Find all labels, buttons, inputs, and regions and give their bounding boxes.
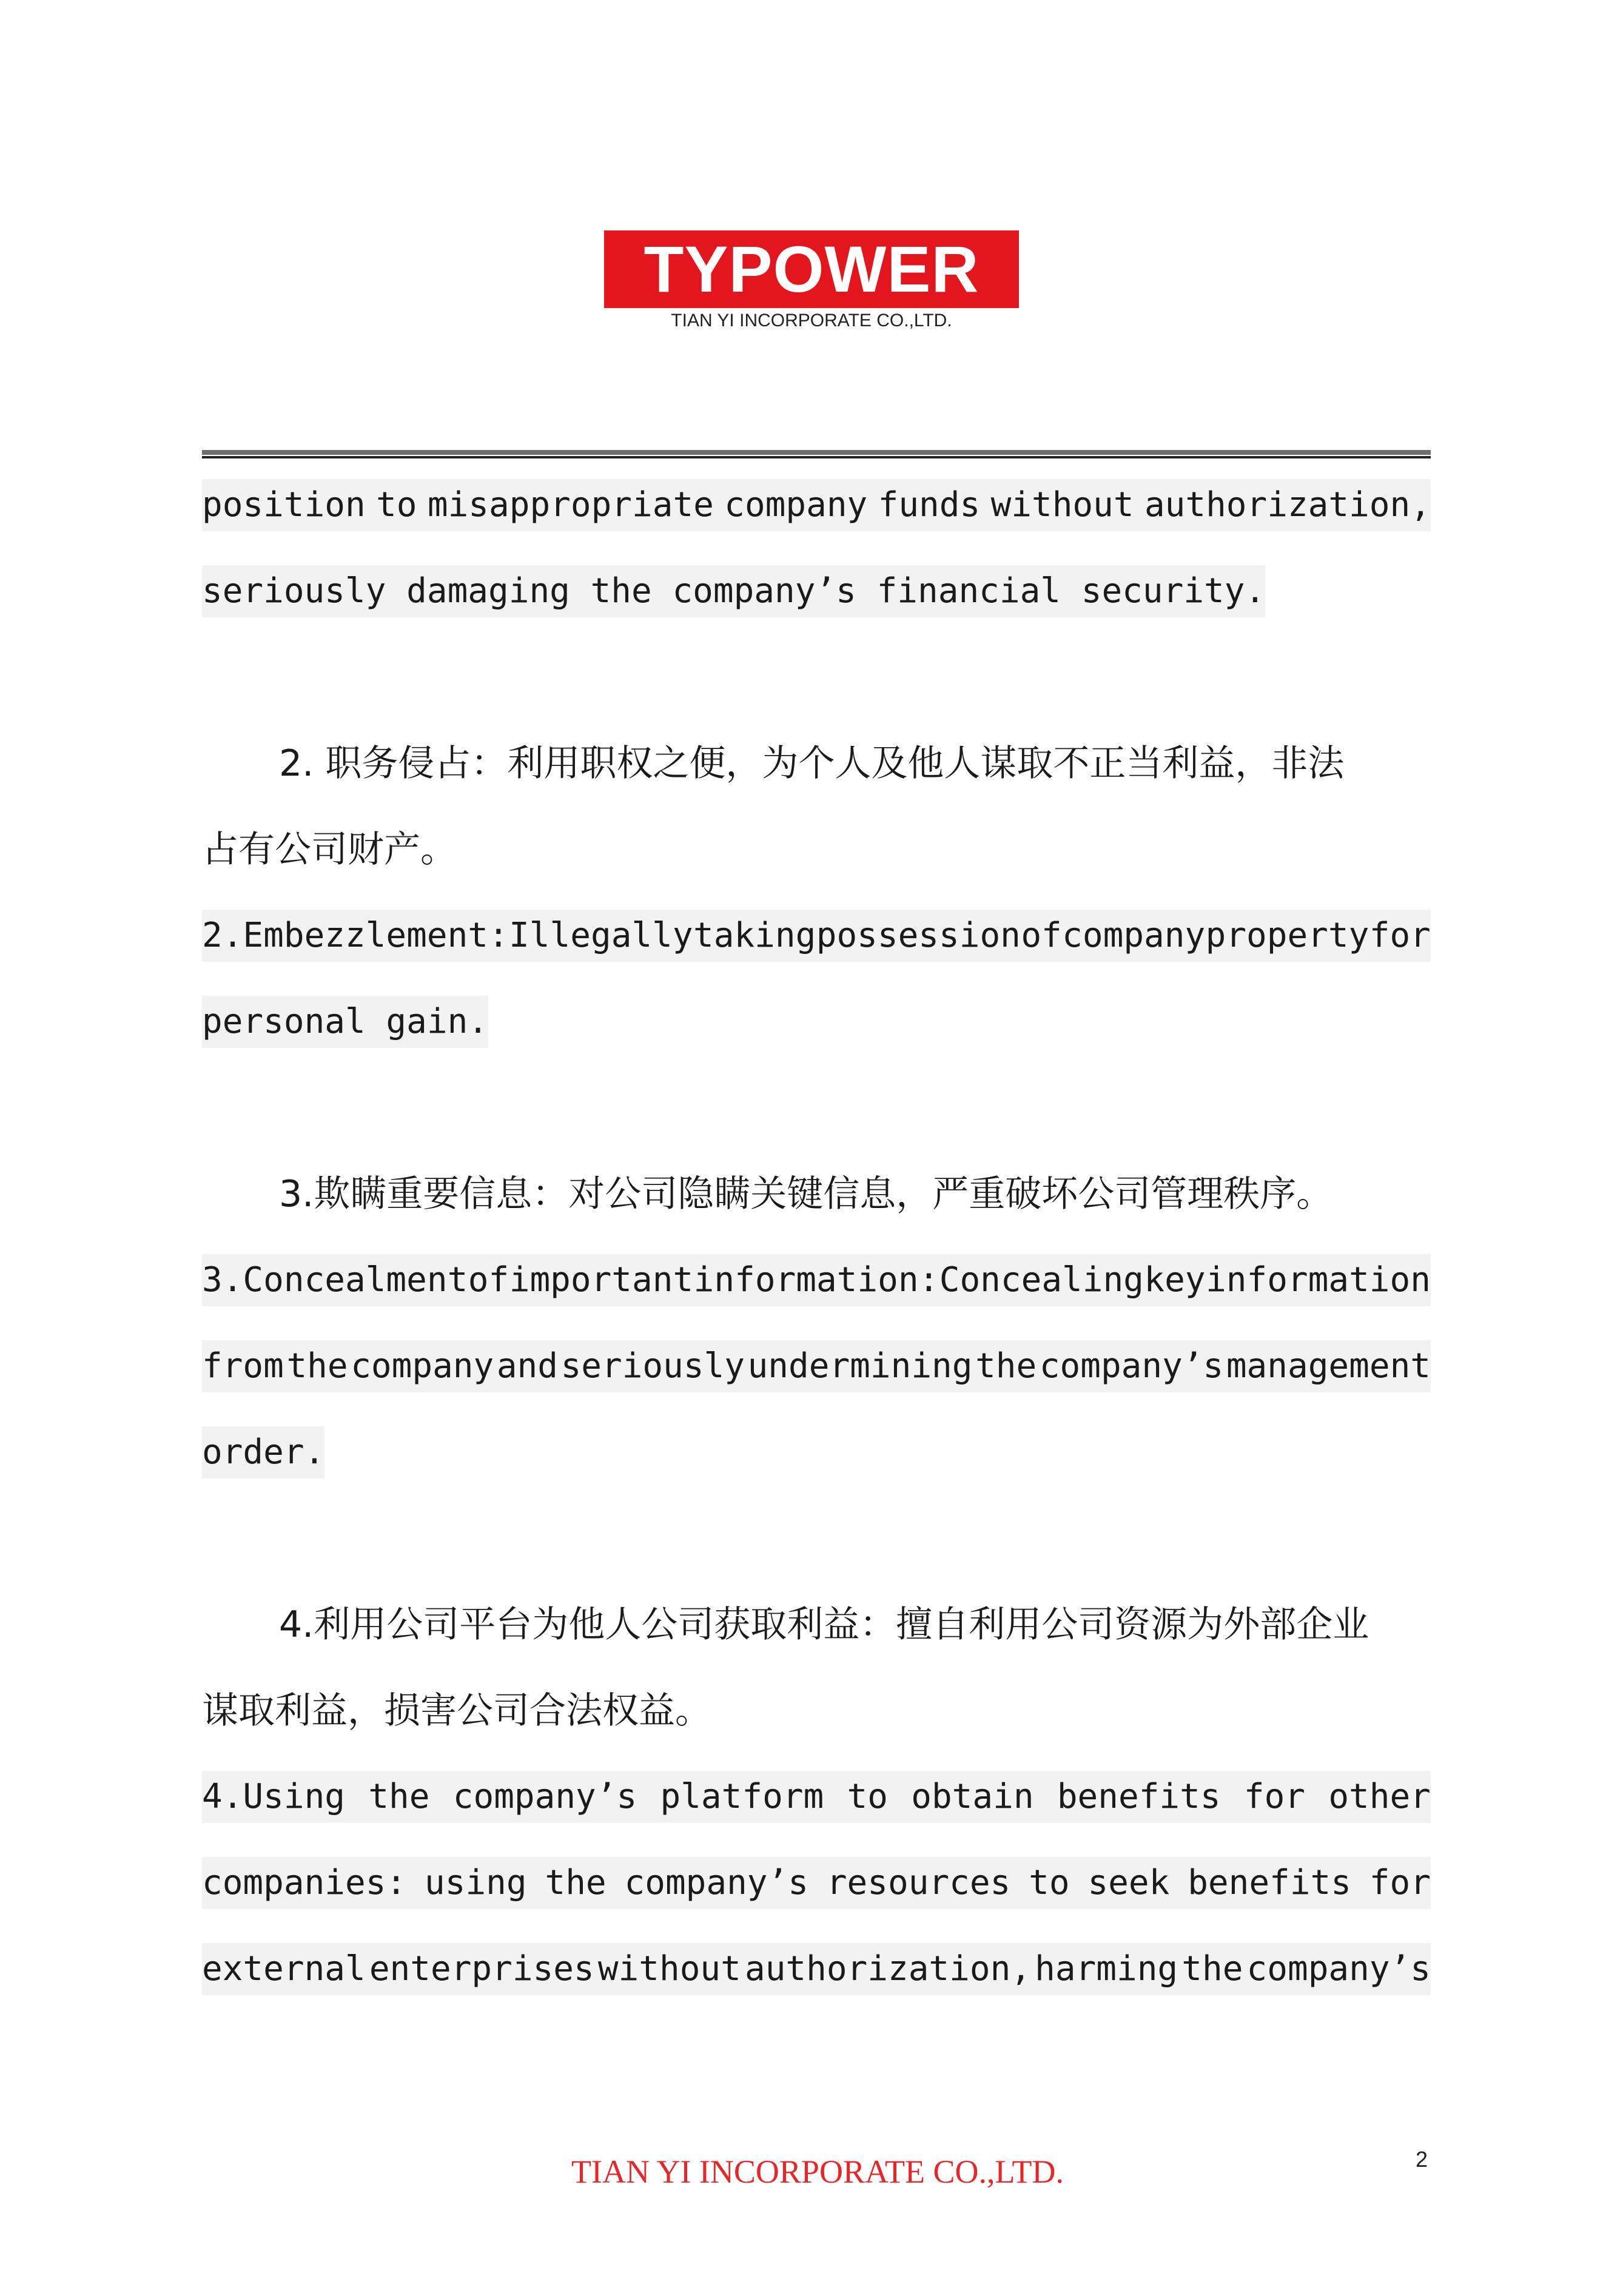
paragraph-line-cn: 谋取利益，损害公司合法权益。 bbox=[202, 1690, 711, 1732]
paragraph-line bbox=[202, 1943, 1431, 1995]
word: company’s bbox=[624, 1863, 808, 1902]
word: the bbox=[975, 1346, 1037, 1386]
logo-wordmark: TYPOWER bbox=[643, 232, 980, 306]
footer-company-name: TIAN YI INCORPORATE CO.,LTD. bbox=[571, 2153, 1064, 2190]
word: taking bbox=[693, 916, 816, 955]
paragraph-line bbox=[202, 1771, 1431, 1823]
word: and bbox=[496, 1346, 558, 1386]
paragraph-line: order. bbox=[202, 1426, 324, 1479]
word: 2.Embezzlement: bbox=[202, 916, 509, 955]
paragraph-line bbox=[202, 1857, 1431, 1909]
word: company’s bbox=[1039, 1346, 1224, 1386]
word: management bbox=[1226, 1346, 1431, 1386]
word: external bbox=[202, 1949, 366, 1989]
word: the bbox=[286, 1346, 348, 1386]
word: authorization, bbox=[744, 1949, 1031, 1989]
word: without bbox=[597, 1949, 741, 1989]
word: seriously bbox=[560, 1346, 745, 1386]
word: the bbox=[368, 1777, 430, 1816]
word: misappropriate bbox=[427, 485, 714, 525]
word: benefits bbox=[1057, 1777, 1221, 1816]
word: key bbox=[1144, 1260, 1206, 1300]
paragraph-line-cn: 2. 职务侵占：利用职权之便，为个人及他人谋取不正当利益，非法 bbox=[279, 742, 1345, 785]
word: harming bbox=[1035, 1949, 1178, 1989]
word: company bbox=[1062, 916, 1206, 955]
word: 4.Using bbox=[202, 1777, 346, 1816]
word: enterprises bbox=[369, 1949, 594, 1989]
word: company bbox=[351, 1346, 494, 1386]
word: Illegally bbox=[509, 916, 693, 955]
word: other bbox=[1328, 1777, 1431, 1816]
word: using bbox=[425, 1863, 527, 1902]
word: for bbox=[1369, 916, 1431, 955]
word: funds bbox=[878, 485, 981, 525]
word: company bbox=[724, 485, 868, 525]
company-logo bbox=[604, 230, 1019, 308]
word: possession bbox=[816, 916, 1021, 955]
word: the bbox=[1181, 1949, 1243, 1989]
word: from bbox=[202, 1346, 284, 1386]
header-divider-thin bbox=[202, 456, 1431, 458]
word: property bbox=[1205, 916, 1369, 955]
paragraph-line bbox=[202, 1254, 1431, 1306]
word: company’s bbox=[452, 1777, 637, 1816]
word: 3.Concealment bbox=[202, 1260, 468, 1300]
word: of bbox=[1021, 916, 1062, 955]
word: of bbox=[468, 1260, 509, 1300]
word: obtain bbox=[911, 1777, 1034, 1816]
word: resources bbox=[826, 1863, 1011, 1902]
paragraph-line bbox=[202, 1340, 1431, 1392]
paragraph-line-cn: 3.欺瞒重要信息：对公司隐瞒关键信息，严重破坏公司管理秩序。 bbox=[279, 1173, 1333, 1215]
word: to bbox=[1029, 1863, 1070, 1902]
word: important bbox=[509, 1260, 694, 1300]
word: information bbox=[1206, 1260, 1431, 1300]
word: for bbox=[1243, 1777, 1306, 1816]
word: for bbox=[1369, 1863, 1431, 1902]
word: to bbox=[847, 1777, 888, 1816]
paragraph-line bbox=[202, 910, 1431, 962]
word: companies: bbox=[202, 1863, 407, 1902]
word: company’s bbox=[1246, 1949, 1431, 1989]
word: seek bbox=[1087, 1863, 1170, 1902]
word: platform bbox=[660, 1777, 824, 1816]
word: Concealing bbox=[939, 1260, 1144, 1300]
paragraph-line: personal gain. bbox=[202, 996, 488, 1048]
logo-subtitle: TIAN YI INCORPORATE CO.,LTD. bbox=[671, 310, 952, 331]
word: without bbox=[990, 485, 1134, 525]
paragraph-line-cn: 4.利用公司平台为他人公司获取利益：擅自利用公司资源为外部企业 bbox=[279, 1603, 1369, 1646]
paragraph-line: seriously damaging the company’s financial security. bbox=[202, 565, 1265, 617]
word: authorization, bbox=[1144, 485, 1431, 525]
word: position bbox=[202, 485, 366, 525]
page-number: 2 bbox=[1416, 2147, 1428, 2172]
paragraph-line bbox=[202, 479, 1431, 531]
word: undermining bbox=[747, 1346, 973, 1386]
header-divider bbox=[202, 450, 1431, 455]
word: the bbox=[545, 1863, 607, 1902]
word: benefits bbox=[1188, 1863, 1351, 1902]
word: information: bbox=[693, 1260, 939, 1300]
word: to bbox=[376, 485, 417, 525]
paragraph-line-cn: 占有公司财产。 bbox=[202, 828, 457, 871]
